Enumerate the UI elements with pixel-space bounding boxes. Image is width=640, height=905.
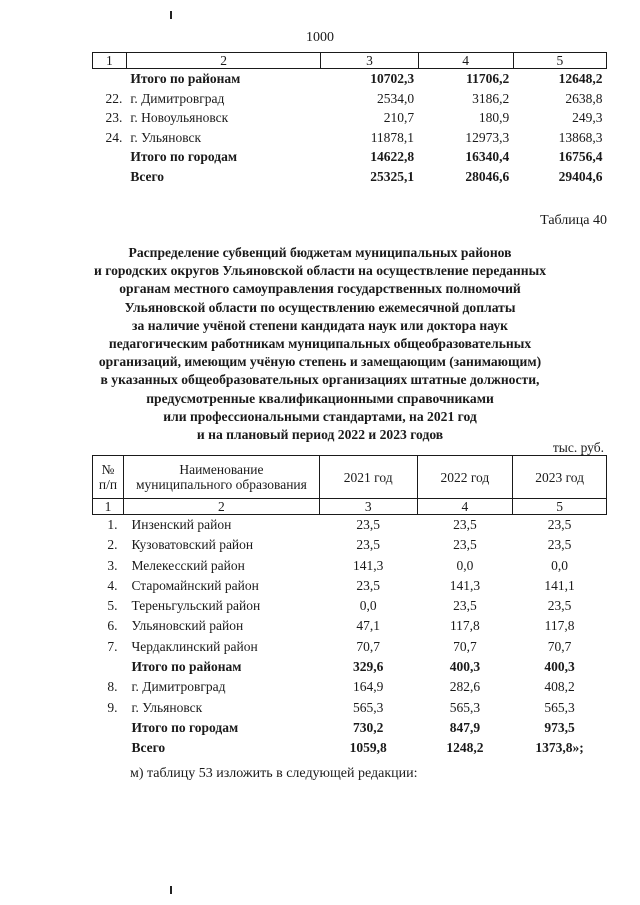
- caption-line: в указанных общеобразовательных организациях штатные должности,: [100, 372, 540, 388]
- row-name: Итого по районам: [131, 659, 242, 675]
- header-name-line2: муниципального образования: [135, 477, 307, 492]
- caption-line: органам местного самоуправления государственных полномочий: [119, 281, 521, 297]
- table-row: [93, 596, 607, 616]
- row-number: [93, 147, 127, 167]
- table-row: [93, 69, 607, 89]
- row-name: Всего: [130, 168, 165, 184]
- row-name: Всего: [131, 740, 166, 756]
- row-value-2: 23,5: [453, 537, 477, 553]
- row-number: [93, 738, 124, 758]
- row-value-3: 70,7: [547, 638, 572, 654]
- row-number: 7.: [107, 638, 118, 654]
- row-value-1: 23,5: [356, 537, 380, 553]
- header-number-cell: 5: [513, 499, 607, 515]
- main-table-header-numbers: [93, 499, 607, 515]
- row-value-1: 565,3: [353, 699, 384, 715]
- continued-header-cell: 1: [93, 53, 127, 69]
- row-value-1: 23,5: [356, 577, 380, 593]
- row-value-3: 408,2: [544, 679, 575, 695]
- continued-header-cell: 4: [418, 53, 513, 69]
- header-number-line1: №: [101, 462, 115, 477]
- row-value-1: 0,0: [359, 598, 377, 614]
- row-value-2: 70,7: [453, 638, 477, 654]
- header-name-col: [123, 456, 319, 499]
- caption-line: организаций, имеющим учёную степень и замещающим (занимающим): [98, 354, 542, 370]
- table-row: [93, 147, 607, 167]
- main-table-body: [93, 515, 607, 759]
- row-name: Мелекесский район: [131, 557, 245, 573]
- caption-line: и городских округов Ульяновской области на осуществление переданных: [94, 263, 546, 279]
- amendment-note: м) таблицу 53 изложить в следующей редакции:: [130, 766, 418, 781]
- row-number: [93, 657, 124, 677]
- row-number: [93, 718, 124, 738]
- continued-header-cell: 5: [513, 53, 606, 69]
- row-value-3: 23,5: [547, 537, 572, 553]
- row-value-1: 1059,8: [349, 740, 387, 756]
- row-number: 3.: [107, 557, 118, 573]
- row-value-1: 25325,1: [370, 168, 415, 184]
- continued-header-cell: 2: [126, 53, 321, 69]
- row-value-3: 249,3: [572, 110, 603, 125]
- row-value-1: 2534,0: [376, 90, 415, 106]
- header-year-2023: 2023 год: [513, 456, 607, 499]
- row-value-1: 70,7: [356, 638, 380, 654]
- header-name-line1: Наименование: [179, 462, 264, 477]
- row-number: [93, 167, 127, 187]
- page-number: 1000: [306, 30, 334, 45]
- table-row: [93, 108, 607, 128]
- table-row: [93, 515, 607, 536]
- row-value-1: 329,6: [353, 659, 384, 675]
- caption-line: предусмотренные квалификационными справочниками: [146, 390, 494, 406]
- row-value-2: 16340,4: [465, 149, 510, 164]
- row-value-2: 400,3: [449, 659, 481, 675]
- row-value-2: 180,9: [478, 110, 510, 125]
- row-number: [93, 69, 127, 89]
- table-row: [93, 616, 607, 636]
- row-number: 22.: [105, 90, 123, 106]
- row-name: Инзенский район: [131, 517, 232, 532]
- row-name: Чердаклинский район: [131, 638, 258, 654]
- row-value-2: 1248,2: [446, 740, 484, 756]
- header-number-cell: 4: [417, 499, 513, 515]
- row-name: Итого по городам: [130, 149, 238, 164]
- row-value-2: 565,3: [449, 699, 481, 715]
- row-name: г. Ульяновск: [130, 129, 202, 145]
- header-year-2021: 2021 год: [319, 456, 417, 499]
- row-name: Тереньгульский район: [131, 598, 261, 614]
- table-row: [93, 167, 607, 187]
- table-row: [93, 677, 607, 697]
- row-name: Ульяновский район: [131, 618, 244, 634]
- page-mark-bottom: [170, 886, 172, 894]
- row-number: 2.: [107, 537, 118, 553]
- row-number: 1.: [107, 517, 118, 532]
- row-value-3: 1373,8»;: [535, 740, 584, 756]
- row-number: 8.: [107, 679, 118, 695]
- row-value-2: 117,8: [449, 618, 480, 634]
- row-value-3: 13868,3: [558, 129, 603, 145]
- caption-line: педагогическим работникам муниципальных общеобразовательных: [108, 336, 532, 352]
- caption-line: за наличие учёной степени кандидата наук или доктора наук: [132, 317, 508, 333]
- row-value-3: 12648,2: [558, 71, 603, 86]
- header-year-2022: 2022 год: [417, 456, 513, 499]
- continued-table: [92, 52, 607, 186]
- row-number: 24.: [105, 129, 123, 145]
- row-number: 5.: [107, 598, 118, 614]
- row-value-2: 11706,2: [466, 71, 510, 86]
- table-row: [93, 738, 607, 758]
- row-name: г. Ульяновск: [131, 699, 203, 715]
- row-value-1: 141,3: [353, 557, 384, 573]
- row-value-2: 23,5: [453, 598, 477, 614]
- page-mark-top: [170, 11, 172, 19]
- row-number: 6.: [107, 618, 118, 634]
- caption-line: Распределение субвенций бюджетам муниципальных районов: [128, 245, 512, 260]
- caption-line: и на плановый период 2022 и 2023 годов: [196, 427, 444, 443]
- unit-label: тыс. руб.: [552, 440, 604, 455]
- row-value-2: 3186,2: [472, 90, 510, 106]
- row-value-1: 10702,3: [370, 71, 415, 86]
- row-name: г. Димитровград: [130, 90, 225, 106]
- continued-header-cell: 3: [321, 53, 418, 69]
- continued-table-header: [93, 53, 607, 69]
- row-value-3: 565,3: [544, 699, 575, 715]
- row-value-1: 11878,1: [370, 129, 415, 145]
- row-number: 9.: [107, 699, 118, 715]
- row-value-1: 23,5: [356, 517, 380, 532]
- row-value-1: 730,2: [353, 719, 384, 735]
- row-name: Старомайнский район: [131, 577, 259, 593]
- main-table: [92, 455, 607, 759]
- row-value-3: 23,5: [547, 598, 572, 614]
- row-value-3: 400,3: [544, 659, 575, 675]
- row-value-1: 47,1: [356, 618, 380, 634]
- row-number: 4.: [107, 577, 118, 593]
- row-value-2: 847,9: [449, 719, 481, 735]
- row-value-3: 117,8: [544, 618, 575, 634]
- table-label: Таблица 40: [540, 213, 607, 228]
- row-value-2: 282,6: [449, 679, 481, 695]
- table-row: [93, 637, 607, 657]
- table-row: [93, 698, 607, 718]
- main-table-header: [93, 456, 607, 499]
- caption-line: Ульяновской области по осуществлению ежемесячной доплаты: [124, 299, 516, 315]
- row-value-3: 16756,4: [558, 149, 603, 164]
- header-number-cell: 2: [123, 499, 319, 515]
- row-value-3: 973,5: [544, 719, 575, 735]
- row-value-3: 29404,6: [558, 168, 603, 184]
- row-value-2: 0,0: [456, 557, 474, 573]
- header-number-col: [93, 456, 124, 499]
- row-value-2: 12973,3: [465, 129, 510, 145]
- table-caption: [70, 244, 570, 444]
- row-name: Итого по городам: [131, 719, 239, 735]
- row-value-3: 2638,8: [565, 90, 603, 106]
- continued-table-body: [93, 69, 607, 187]
- table-row: [93, 576, 607, 596]
- row-number: 23.: [105, 110, 123, 125]
- row-name: Итого по районам: [130, 71, 241, 86]
- row-value-1: 164,9: [353, 679, 384, 695]
- row-value-2: 28046,6: [465, 168, 510, 184]
- table-row: [93, 718, 607, 738]
- table-row: [93, 535, 607, 555]
- row-value-1: 14622,8: [370, 149, 415, 164]
- row-value-3: 0,0: [551, 557, 569, 573]
- row-value-2: 141,3: [449, 577, 481, 593]
- caption-line: или профессиональными стандартами, на 2021 год: [163, 408, 477, 424]
- row-value-3: 23,5: [547, 517, 572, 532]
- header-number-line2: п/п: [98, 477, 118, 492]
- header-number-cell: 1: [93, 499, 124, 515]
- table-row: [93, 128, 607, 148]
- row-name: г. Новоульяновск: [130, 110, 229, 125]
- row-name: г. Димитровград: [131, 679, 226, 695]
- table-row: [93, 89, 607, 109]
- row-value-1: 210,7: [383, 110, 415, 125]
- header-number-cell: 3: [319, 499, 417, 515]
- table-row: [93, 556, 607, 576]
- row-value-2: 23,5: [453, 517, 477, 532]
- table-row: [93, 657, 607, 677]
- row-name: Кузоватовский район: [131, 537, 254, 553]
- row-value-3: 141,1: [544, 577, 575, 593]
